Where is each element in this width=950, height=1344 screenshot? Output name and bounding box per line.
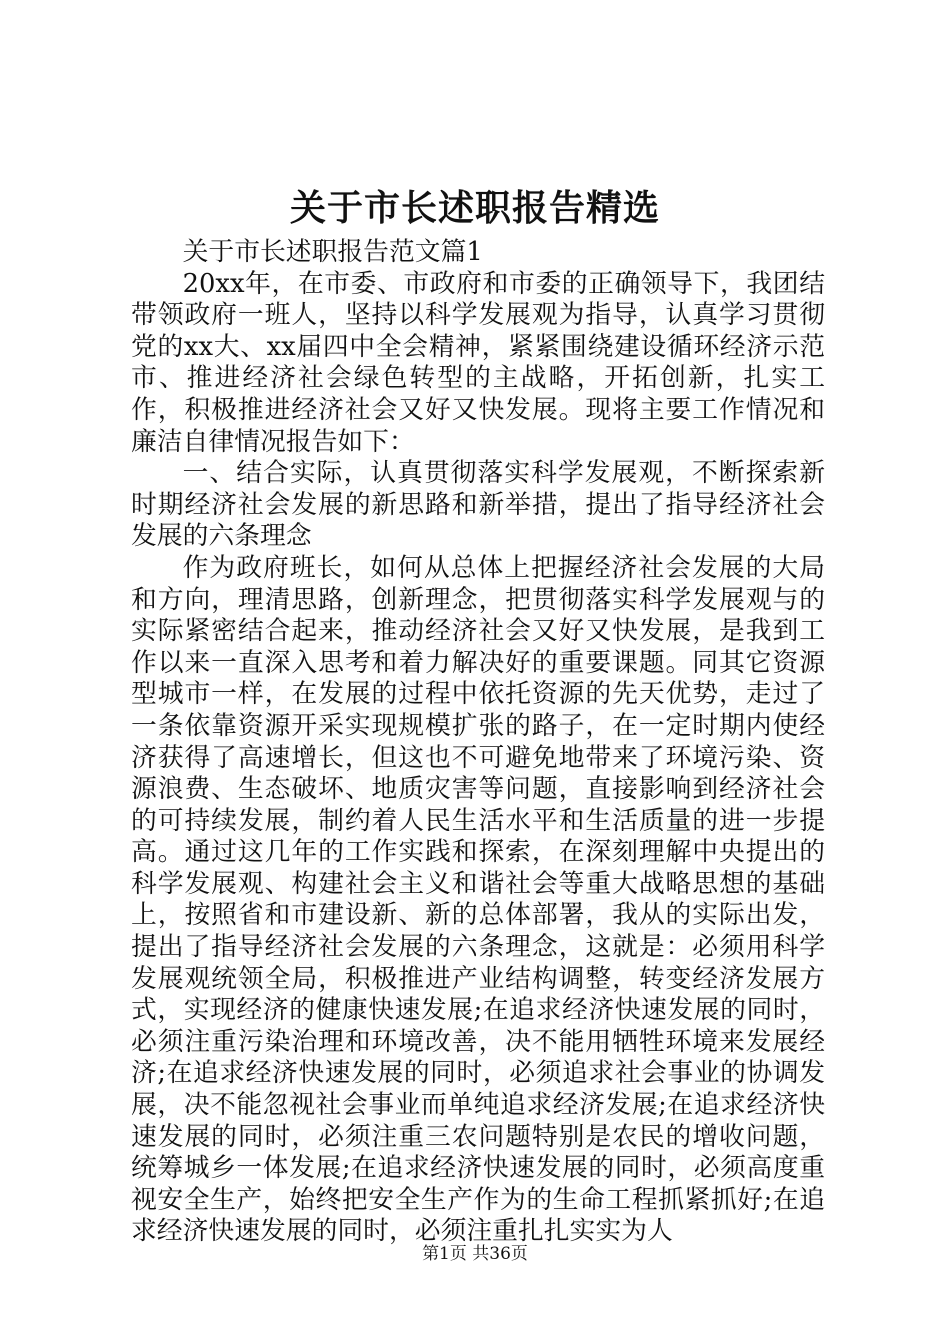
document-title: 关于市长述职报告精选 xyxy=(289,187,660,229)
section-subtitle: 关于市长述职报告范文篇1 xyxy=(182,237,483,267)
paragraph-intro: 20xx年，在市委、市政府和市委的正确领导下，我团结带领政府一班人，坚持以科学发展观为指导，认真学习贯彻党的xx大、xx届四中全会精神，紧紧围绕建设循环经济示范市、推进经济社会绿色转型的主战略，开拓创新，扎实工作，积极推进经济社会又好又快发展。现将主要工作情况和廉洁自律情况报告如下： xyxy=(131,268,825,457)
paragraph-main: 作为政府班长，如何从总体上把握经济社会发展的大局和方向，理清思路，创新理念，把贯彻落实科学发展观与的实际紧密结合起来，推动经济社会又好又快发展，是我到工作以来一直深入思考和着力解决好的重要课题。同其它资源型城市一样，在发展的过程中依托资源的先天优势，走过了一条依靠资源开采实现规模扩张的路子，在一定时期内使经济获得了高速增长，但这也不可避免地带来了环境污染、资源浪费、生态破坏、地质灾害等问题，直接影响到经济社会的可持续发展，制约着人民生活水平和生活质量的进一步提高。通过这几年的工作实践和探索，在深刻理解中央提出的科学发展观、构建社会主义和谐社会等重大战略思想的基础上，按照省和市建设新、新的总体部署，我从的实际出发，提出了指导经济社会发展的六条理念，这就是：必须用科学发展观统领全局，积极推进产业结构调整，转变经济发展方式，实现经济的健康快速发展;在追求经济快速发展的同时，必须注重污染治理和环境改善，决不能用牺牲环境来发展经济;在追求经济快速发展的同时，必须追求社会事业的协调发展，决不能忽视社会事业而单纯追求经济发展;在追求经济快速发展的同时，必须注重三农问题特别是农民的增收问题，统筹城乡一体发展;在追求经济快速发展的同时，必须高度重视安全生产，始终把安全生产作为的生命工程抓紧抓好;在追求经济快速发展的同时，必须注重扎扎实实为人 xyxy=(131,552,825,1247)
page-footer: 第1页 共36页 xyxy=(422,1244,528,1264)
paragraph-heading-one: 一、结合实际，认真贯彻落实科学发展观，不断探索新时期经济社会发展的新思路和新举措，提出了指导经济社会发展的六条理念 xyxy=(131,458,825,552)
document-body xyxy=(131,237,825,1248)
